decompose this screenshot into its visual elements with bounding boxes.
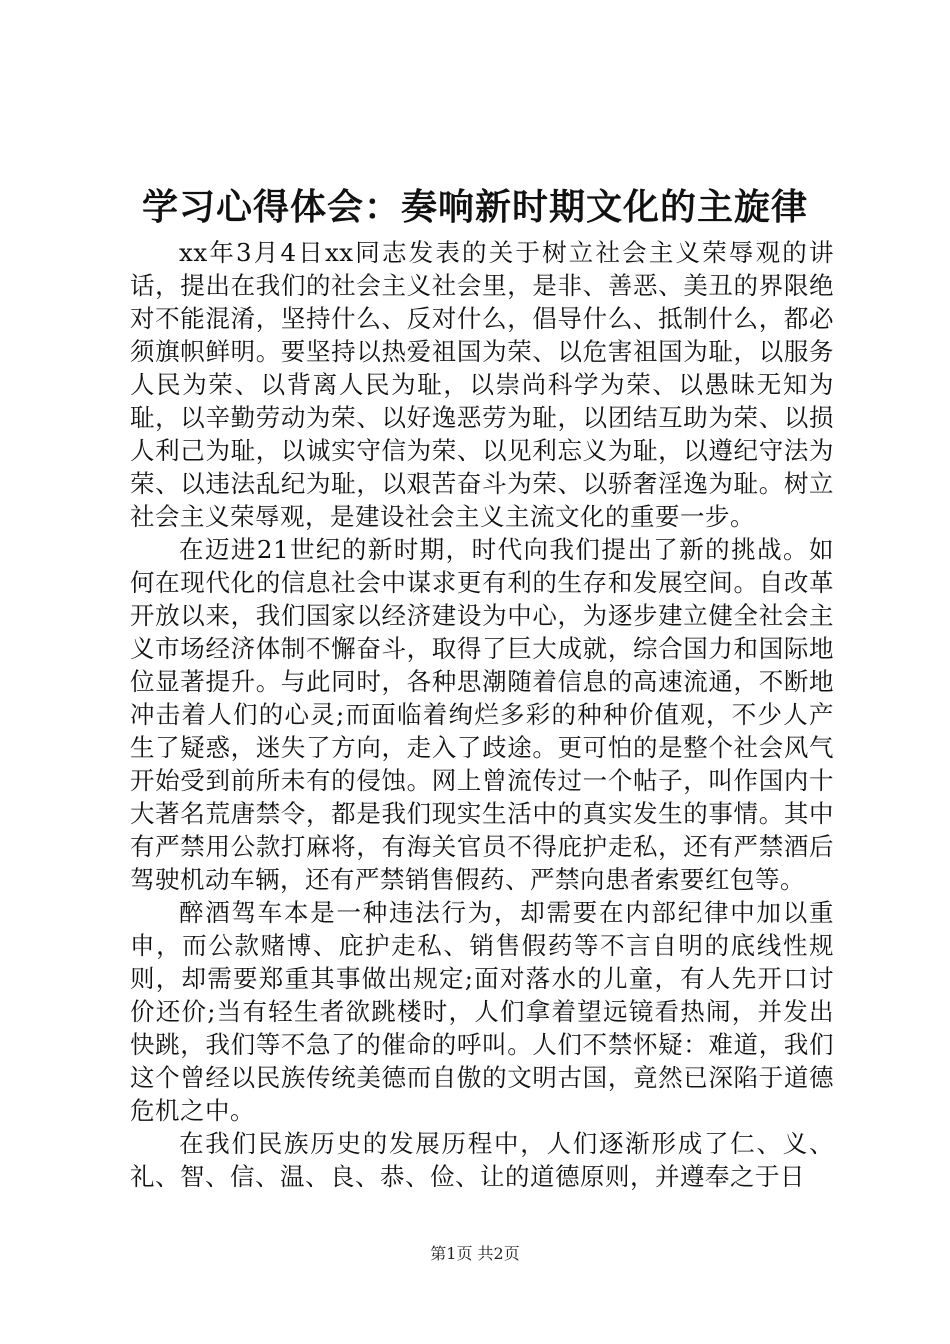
paragraph-2: 在迈进21世纪的新时期，时代向我们提出了新的挑战。如何在现代化的信息社会中谋求更有利的生存和发展空间。自改革开放以来，我们国家以经济建设为中心，为逐步建立健全社会主义市场经济体制不懈奋斗，取得了巨大成就，综合国力和国际地位显著提升。与此同时，各种思潮随着信息的高速流通，不断地冲击着人们的心灵;而面临着绚烂多彩的种种价值观，不少人产生了疑惑，迷失了方向，走入了歧途。更可怕的是整个社会风气开始受到前所未有的侵蚀。网上曾流传过一个帖子，叫作国内十大著名荒唐禁令，都是我们现实生活中的真实发生的事情。其中有严禁用公款打麻将，有海关官员不得庇护走私，还有严禁酒后驾驶机动车辆，还有严禁销售假药、严禁向患者索要红包等。 bbox=[130, 535, 834, 894]
document-body bbox=[130, 236, 834, 1193]
paragraph-4: 在我们民族历史的发展历程中，人们逐渐形成了仁、义、礼、智、信、温、良、恭、俭、让的道德原则，并遵奉之于日 bbox=[130, 1129, 834, 1191]
document-title: 学习心得体会：奏响新时期文化的主旋律 bbox=[141, 186, 808, 228]
page-footer: 第1页 共2页 bbox=[430, 1244, 520, 1263]
paragraph-1: xx年3月4日xx同志发表的关于树立社会主义荣辱观的讲话，提出在我们的社会主义社会里，是非、善恶、美丑的界限绝对不能混淆，坚持什么、反对什么，倡导什么、抵制什么，都必须旗帜鲜明。要坚持以热爱祖国为荣、以危害祖国为耻，以服务人民为荣、以背离人民为耻，以崇尚科学为荣、以愚昧无知为耻，以辛勤劳动为荣、以好逸恶劳为耻，以团结互助为荣、以损人利己为耻，以诚实守信为荣、以见利忘义为耻，以遵纪守法为荣、以违法乱纪为耻，以艰苦奋斗为荣、以骄奢淫逸为耻。树立社会主义荣辱观，是建设社会主义主流文化的重要一步。 bbox=[130, 238, 834, 531]
paragraph-3: 醉酒驾车本是一种违法行为，却需要在内部纪律中加以重申，而公款赌博、庇护走私、销售假药等不言自明的底线性规则，却需要郑重其事做出规定;面对落水的儿童，有人先开口讨价还价;当有轻生者欲跳楼时，人们拿着望远镜看热闹，并发出快跳，我们等不急了的催命的呼叫。人们不禁怀疑：难道，我们这个曾经以民族传统美德而自傲的文明古国，竟然已深陷于道德危机之中。 bbox=[130, 898, 834, 1125]
